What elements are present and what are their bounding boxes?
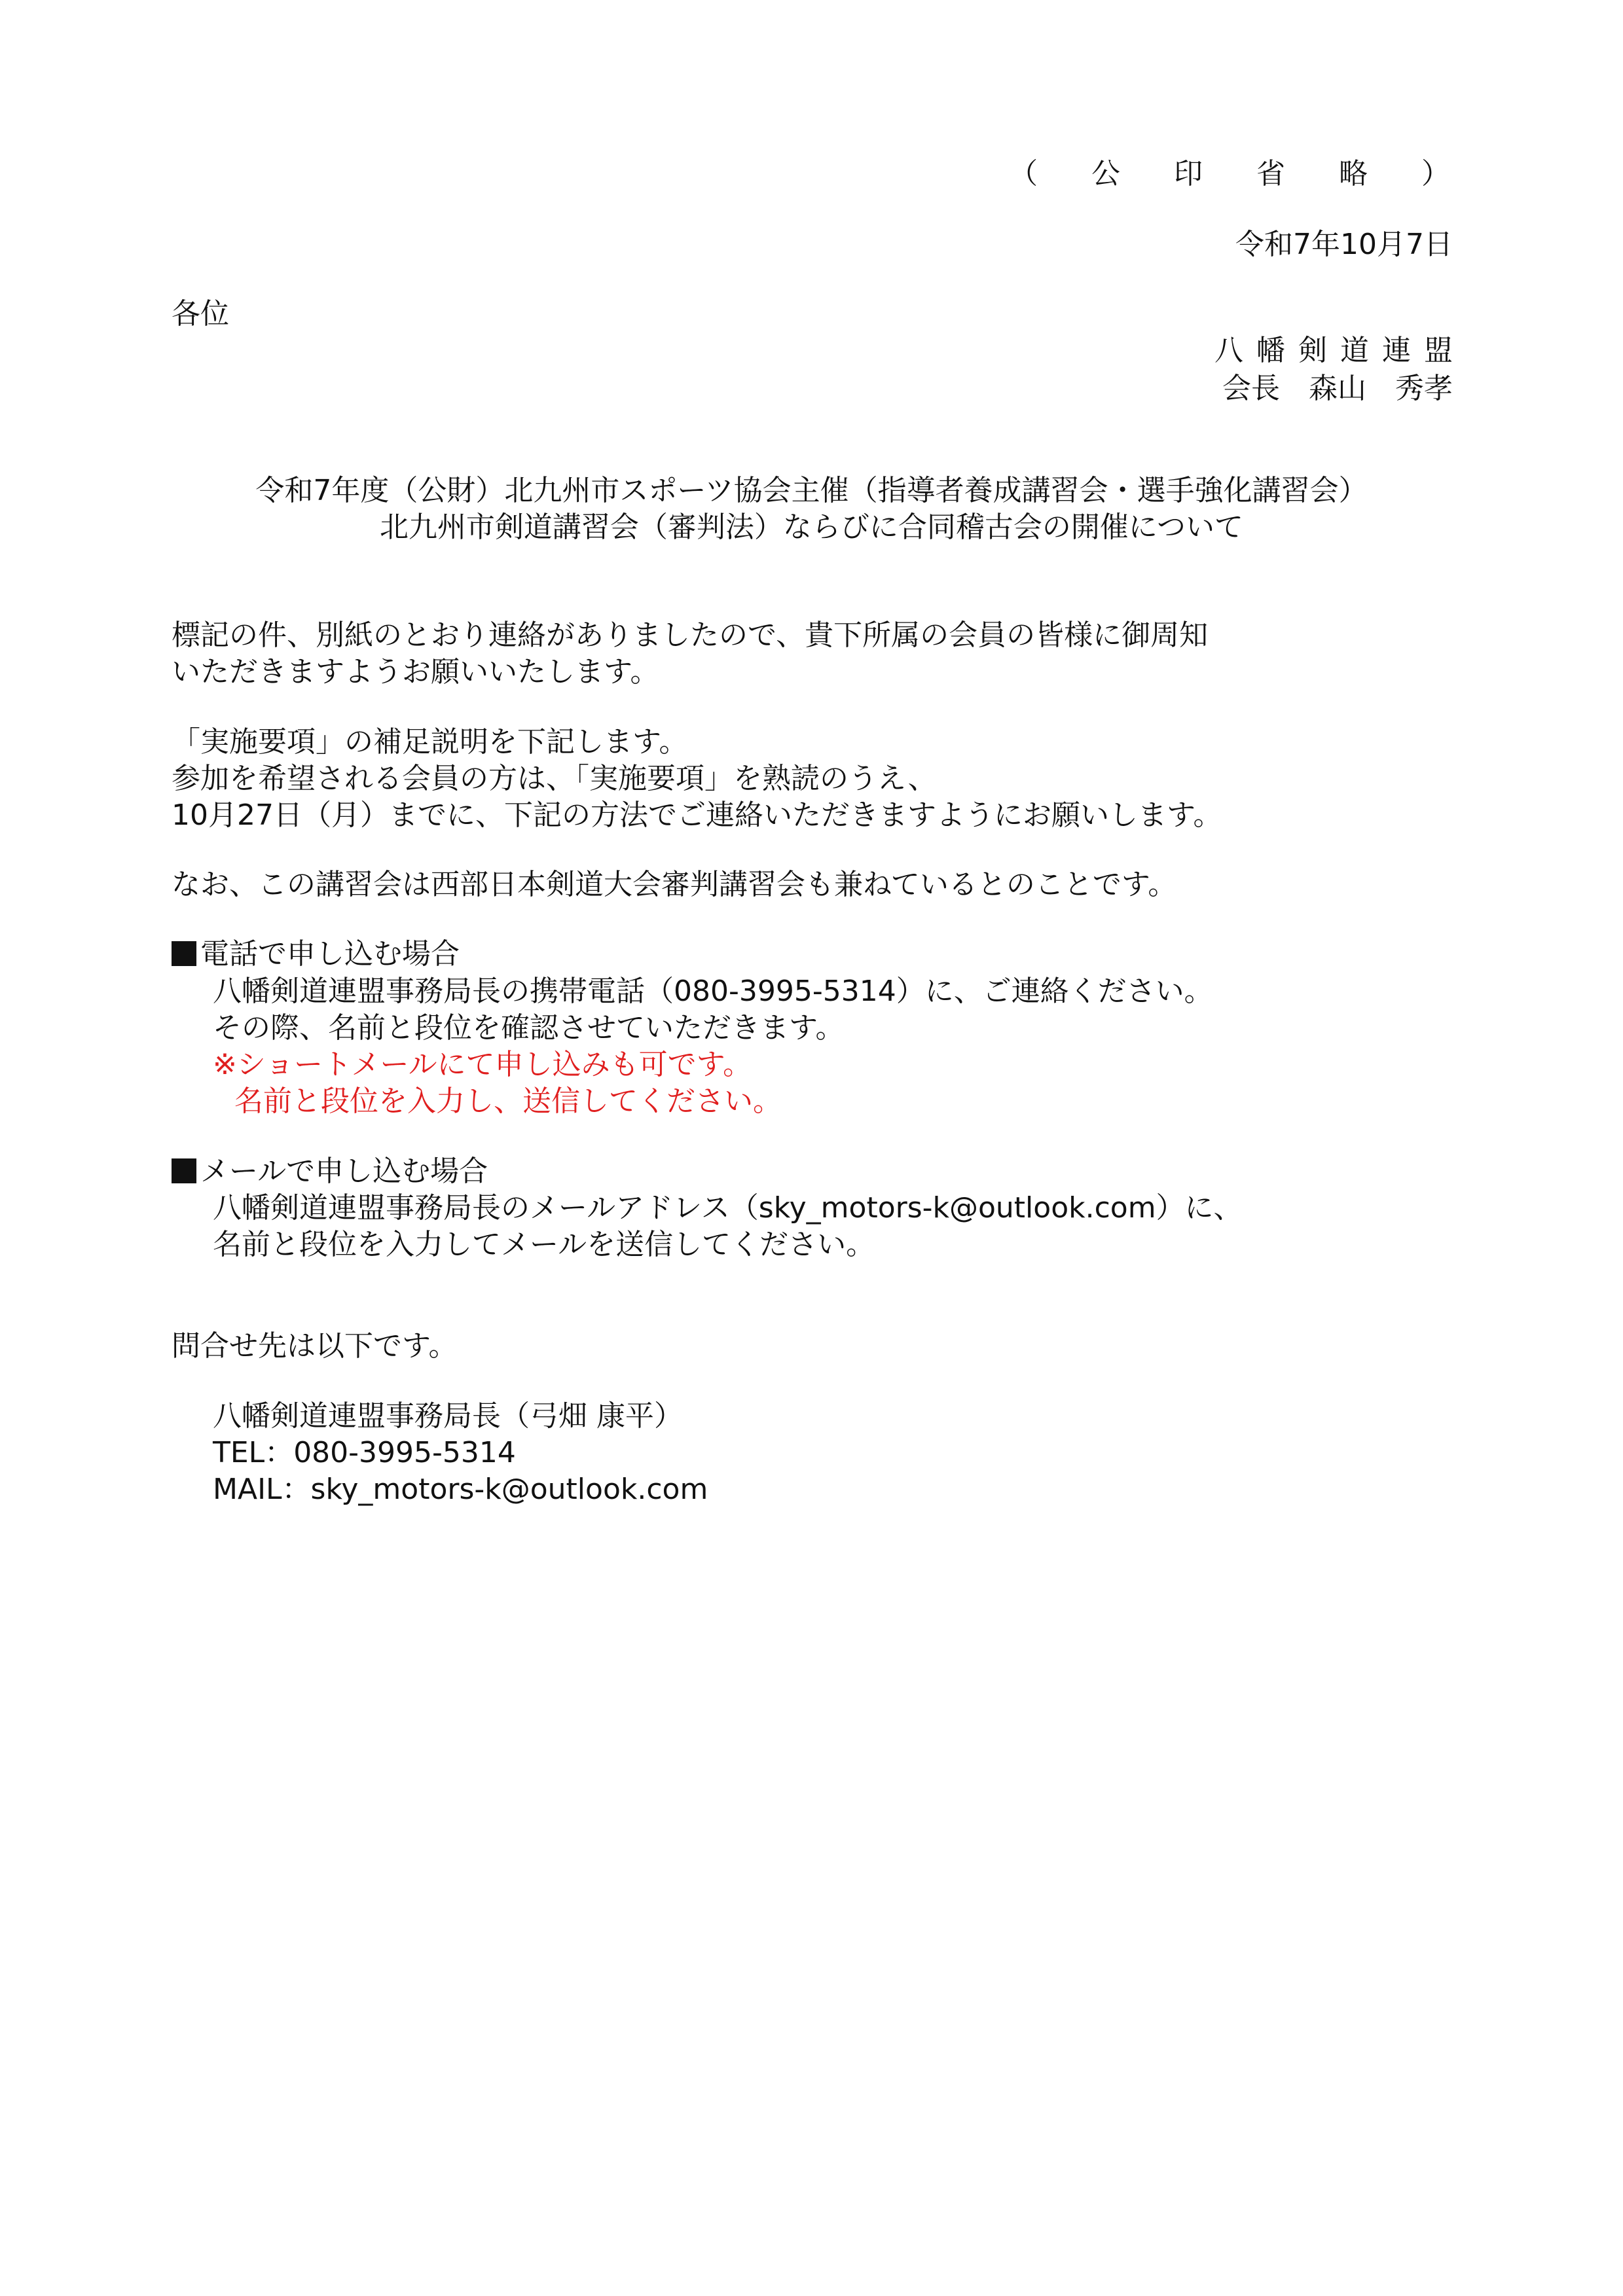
phone-line-2: その際、名前と段位を確認させていただきます。 <box>213 1011 845 1045</box>
contact-intro: 問合せ先は以下です。 <box>172 1329 458 1363</box>
mail-section-heading <box>172 1153 488 1190</box>
mail-heading-text: メールで申し込む場合 <box>200 1155 488 1188</box>
mail-line-1: 八幡剣道連盟事務局長のメールアドレス（sky_motors-k@outlook.com）に、 <box>213 1191 1243 1225</box>
sender-organization: 八幡剣道連盟 <box>1214 334 1466 367</box>
black-square-bullet-icon <box>172 941 196 966</box>
phone-note-1: ※ショートメールにて申し込みも可です。 <box>213 1048 752 1081</box>
body-para2-line2: 参加を希望される会員の方は、「実施要項」を熟読のうえ、 <box>172 762 937 795</box>
contact-tel: TEL：080-3995-5314 <box>213 1436 516 1469</box>
mail-line-2: 名前と段位を入力してメールを送信してください。 <box>213 1228 875 1261</box>
contact-name: 八幡剣道連盟事務局長（弓畑 康平） <box>213 1399 683 1433</box>
addressee: 各位 <box>172 297 229 331</box>
sender-title: 会長 <box>1222 372 1280 405</box>
title-line-2: 北九州市剣道講習会（審判法）ならびに合同稽古会の開催について <box>379 511 1244 544</box>
phone-heading-text: 電話で申し込む場合 <box>200 937 460 971</box>
black-square-bullet-icon <box>172 1158 196 1183</box>
contact-mail: MAIL：sky_motors-k@outlook.com <box>213 1473 708 1506</box>
body-para1-line2: いただきますようお願いいたします。 <box>172 655 659 689</box>
sender-signature <box>1222 370 1453 407</box>
sender-name: 森山 秀孝 <box>1309 372 1453 405</box>
phone-note-2: 名前と段位を入力し、送信してください。 <box>234 1085 782 1118</box>
body-para2-line3: 10月27日（月）までに、下記の方法でご連絡いただきますようにお願いします。 <box>172 798 1222 832</box>
seal-omitted-note: （ 公 印 省 略 ） <box>1009 157 1472 190</box>
body-para1-line1: 標記の件、別紙のとおり連絡がありましたので、貴下所属の会員の皆様に御周知 <box>172 619 1209 652</box>
body-para2-line1: 「実施要項」の補足説明を下記します。 <box>172 725 688 759</box>
body-para3: なお、この講習会は西部日本剣道大会審判講習会も兼ねているとのことです。 <box>172 868 1177 901</box>
phone-line-1: 八幡剣道連盟事務局長の携帯電話（080-3995-5314）に、ご連絡ください。 <box>213 975 1213 1008</box>
document-date: 令和7年10月7日 <box>1235 228 1453 261</box>
title-line-1: 令和7年度（公財）北九州市スポーツ協会主催（指導者養成講習会・選手強化講習会） <box>255 474 1368 507</box>
phone-section-heading <box>172 936 460 973</box>
